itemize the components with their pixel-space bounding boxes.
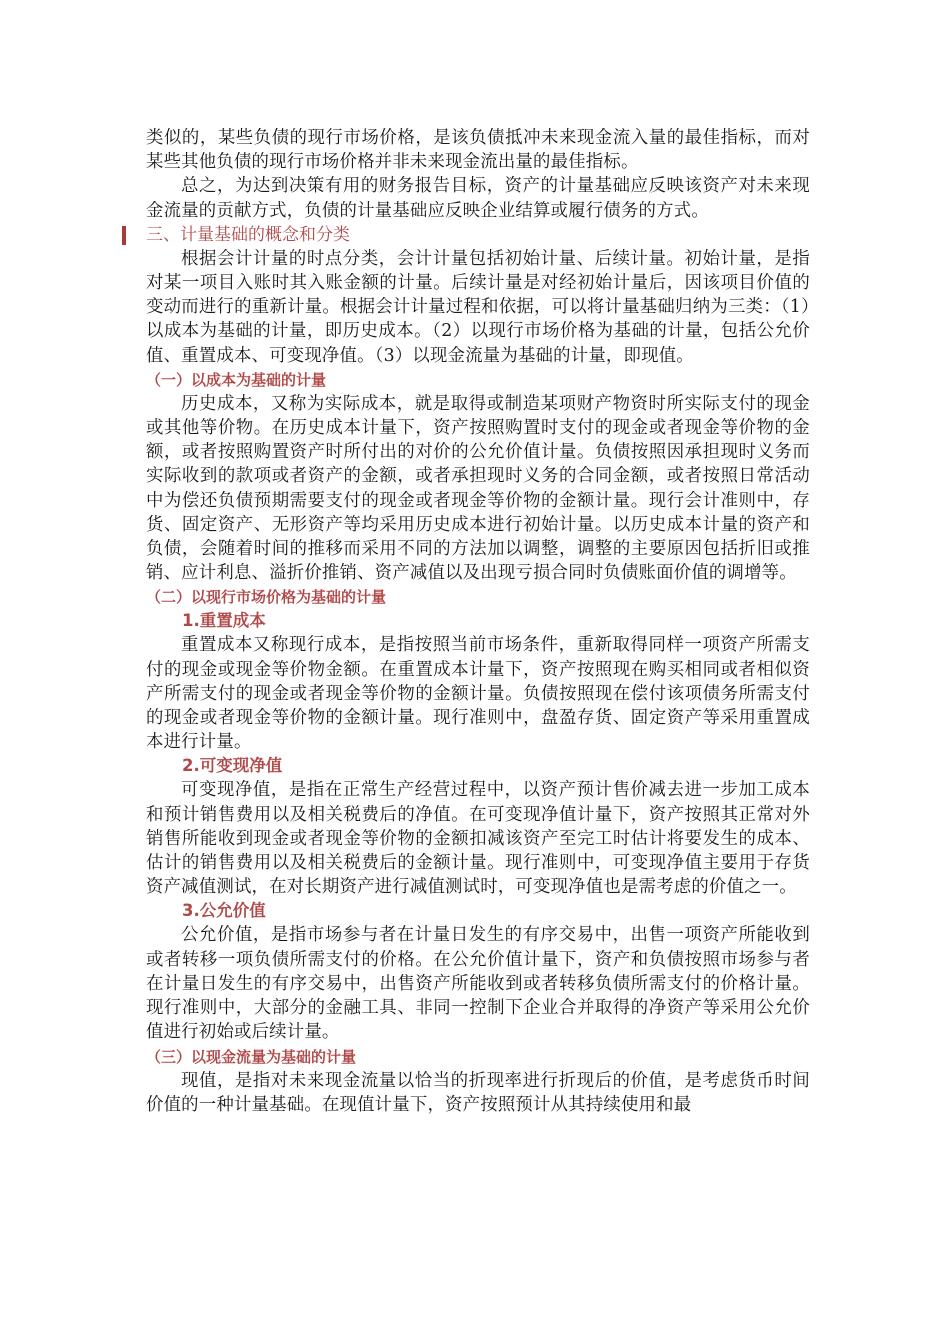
- paragraph-section: 根据会计计量的时点分类，会计计量包括初始计量、后续计量。初始计量，是指对某一项目入账时其入账金额的计量。后续计量是对经初始计量后，因该项目价值的变动而进行的重新计量。根据会计计量过程和依据，可以将计量基础归纳为三类：（1）以成本为基础的计量，即历史成本。（2）以现行市场价格为基础的计量，包括公允价值、重置成本、可变现净值。（3）以现金流量为基础的计量，即现值。: [146, 248, 810, 366]
- section-title: 三、计量基础的概念和分类: [146, 224, 350, 245]
- document-body: [146, 126, 810, 1117]
- paragraph-replacement-cost: 重置成本又称现行成本，是指按照当前市场条件，重新取得同样一项资产所需支付的现金或现金等价物金额。在重置成本计量下，资产按照现在购买相同或者相似资产所需支付的现金或者现金等价物的金额计量。负债按照现在偿付该项债务所需支付的现金或者现金等价物的金额计量。现行准则中，盘盈存货、固定资产等采用重置成本进行计量。: [146, 635, 810, 753]
- paragraph-net-realizable-value: 可变现净值，是指在正常生产经营过程中，以资产预计售价减去进一步加工成本和预计销售费用以及相关税费后的净值。在可变现净值计量下，资产按照其正常对外销售所能收到现金或者现金等价物的金额扣减该资产至完工时估计将要发生的成本、估计的销售费用以及相关税费后的金额计量。现行准则中，可变现净值主要用于存货资产减值测试，在对长期资产进行减值测试时，可变现净值也是需考虑的价值之一。: [146, 780, 810, 898]
- paragraph-subsection-3: 现值，是指对未来现金流量以恰当的折现率进行折现后的价值，是考虑货币时间价值的一种计量基础。在现值计量下，资产按照预计从其持续使用和最: [146, 1070, 810, 1115]
- subsection-title-3: （三）以现金流量为基础的计量: [146, 1047, 357, 1066]
- paragraph-fair-value: 公允价值，是指市场参与者在计量日发生的有序交易中，出售一项资产所能收到或者转移一项负债所需支付的价格。在公允价值计量下，资产和负债按照市场参与者在计量日发生的有序交易中，出售资产所能收到或者转移负债所需支付的价格计量。现行准则中，大部分的金融工具、非同一控制下企业合并取得的净资产等采用公允价值进行初始或后续计量。: [146, 925, 810, 1043]
- paragraph-intro-1: 类似的，某些负债的现行市场价格，是该负债抵冲未来现金流入量的最佳指标，而对某些其他负债的现行市场价格并非未来现金流出量的最佳指标。: [146, 128, 810, 173]
- paragraph-intro-2: 总之，为达到决策有用的财务报告目标，资产的计量基础应反映该资产对未来现金流量的贡献方式，负债的计量基础应反映企业结算或履行债务的方式。: [146, 176, 810, 221]
- item-title-replacement-cost: 1.重置成本: [182, 611, 266, 631]
- item-title-fair-value: 3.公允价值: [182, 901, 266, 921]
- item-title-net-realizable-value: 2.可变现净值: [182, 756, 283, 776]
- section-marker-bar: [122, 226, 126, 245]
- subsection-title-2: （二）以现行市场价格为基础的计量: [146, 588, 387, 607]
- section-heading: [146, 223, 810, 247]
- paragraph-subsection-1: 历史成本，又称为实际成本，就是取得或制造某项财产物资时所实际支付的现金或其他等价物。在历史成本计量下，资产按照购置时支付的现金或者现金等价物的金额，或者按照购置资产时所付出的对价的公允价值计量。负债按照因承担现时义务而实际收到的款项或者资产的金额，或者承担现时义务的合同金额，或者按照日常活动中为偿还负债预期需要支付的现金或者现金等价物的金额计量。现行会计准则中，存货、固定资产、无形资产等均采用历史成本进行初始计量。以历史成本计量的资产和负债，会随着时间的推移而采用不同的方法加以调整，调整的主要原因包括折旧或推销、应计利息、溢折价推销、资产减值以及出现亏损合同时负债账面价值的调增等。: [146, 393, 810, 584]
- subsection-title-1: （一）以成本为基础的计量: [146, 370, 327, 389]
